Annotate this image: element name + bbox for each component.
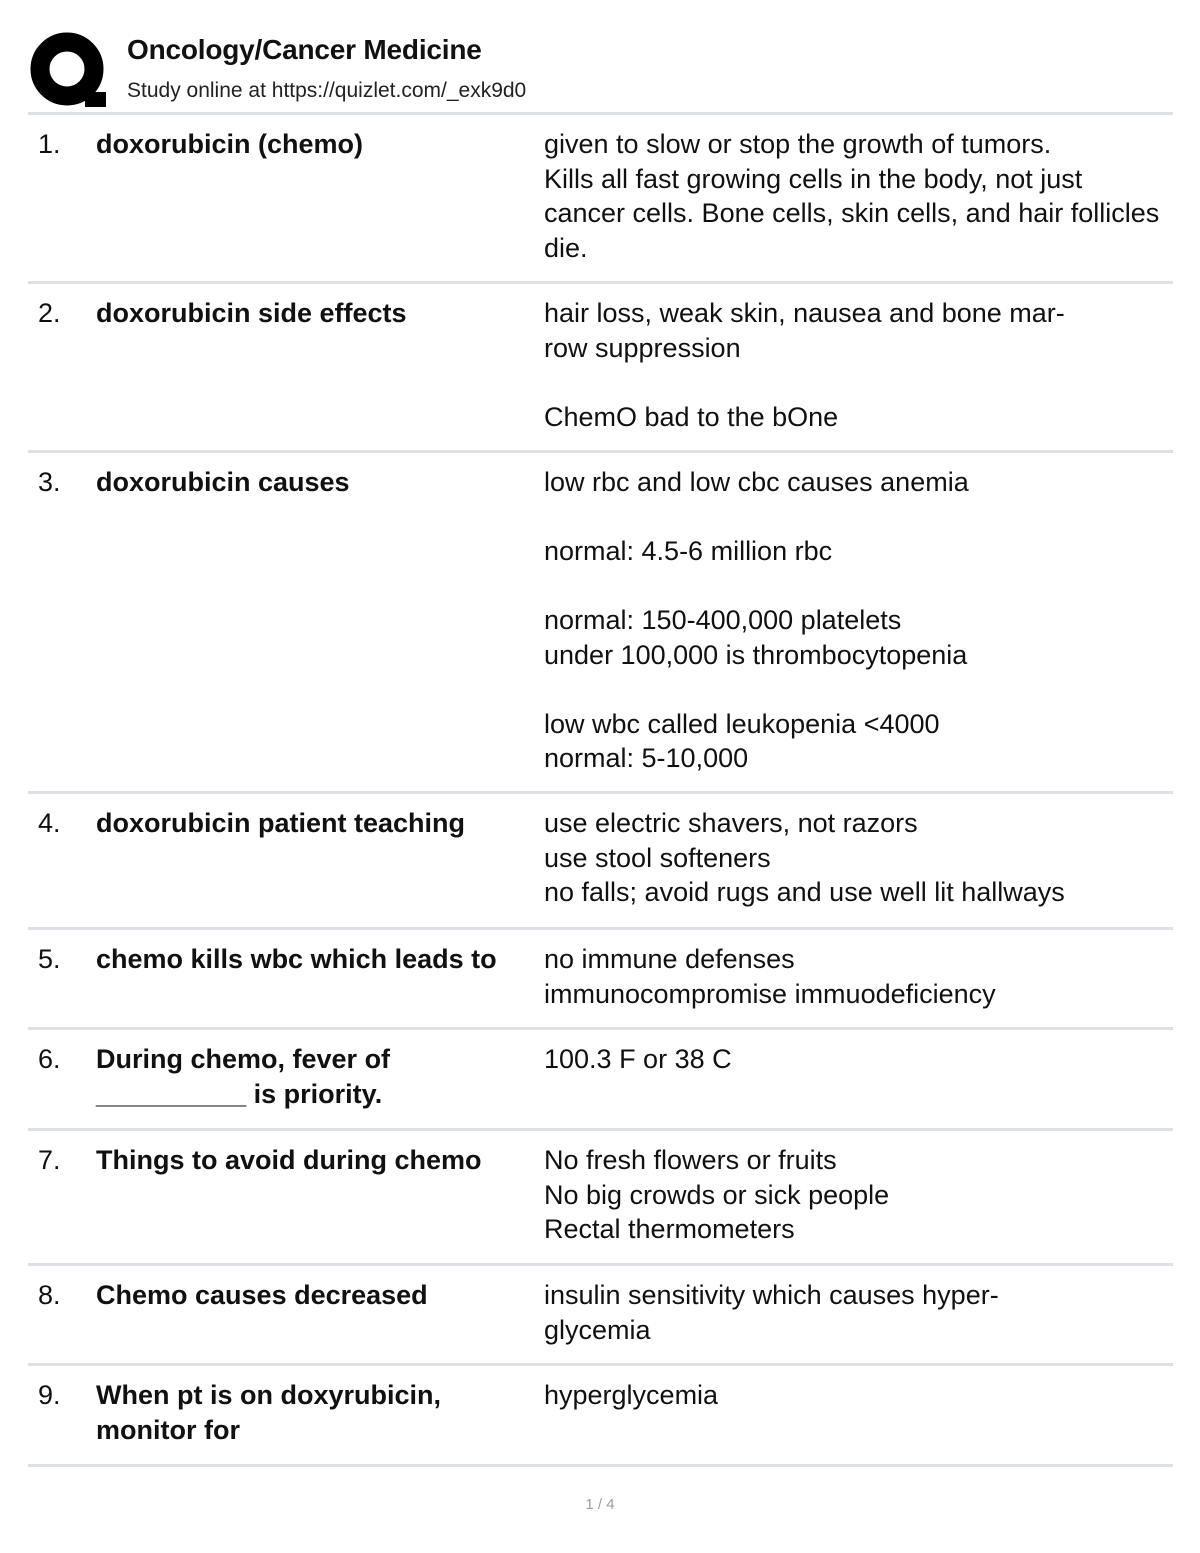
card-number: 8. — [38, 1280, 61, 1310]
card-term: During chemo, fever of __________ is priority. — [96, 1044, 391, 1109]
page-number: 1 / 4 — [585, 1496, 615, 1513]
card-term: doxorubicin (chemo) — [96, 129, 364, 159]
card-number: 3. — [38, 467, 61, 497]
study-link[interactable]: Study online at https://quizlet.com/_exk9d0 — [127, 79, 527, 102]
card-term: When pt is on doxyrubicin, monitor for — [96, 1380, 442, 1445]
flashcard-row — [28, 1131, 1173, 1266]
flashcard-row — [28, 1030, 1173, 1131]
flashcard-row — [28, 794, 1173, 930]
card-term: Things to avoid during chemo — [96, 1145, 482, 1175]
card-number: 6. — [38, 1044, 61, 1074]
card-number: 9. — [38, 1380, 61, 1410]
flashcard-row — [28, 453, 1173, 794]
flashcard-row — [28, 1266, 1173, 1366]
card-term: doxorubicin side effects — [96, 298, 407, 328]
flashcard-row — [28, 115, 1173, 284]
card-definition: no immune defenses immunocompromise immuodeficiency — [544, 944, 996, 1009]
flashcard-row — [28, 284, 1173, 453]
card-term: doxorubicin patient teaching — [96, 808, 466, 838]
card-number: 4. — [38, 808, 61, 838]
card-number: 5. — [38, 944, 61, 974]
card-term: doxorubicin causes — [96, 467, 350, 497]
card-definition: No fresh flowers or fruits No big crowds or sick people Rectal thermometers — [544, 1145, 890, 1244]
card-definition: insulin sensitivity which causes hyper- glycemia — [544, 1280, 999, 1345]
document-title: Oncology/Cancer Medicine — [127, 34, 482, 65]
card-number: 1. — [38, 129, 61, 159]
card-term: Chemo causes decreased — [96, 1280, 428, 1310]
card-definition: given to slow or stop the growth of tumors. Kills all fast growing cells in the body, not just cancer cells. Bone cells, skin cells, and hair follicles die. — [544, 129, 1160, 263]
card-definition: low rbc and low cbc causes anemia normal: 4.5-6 million rbc normal: 150-400,000 platelets under 100,000 is thrombocytopenia low wbc called leukopenia <4000 normal: 5-10,000 — [544, 467, 969, 773]
card-definition: use electric shavers, not razors use stool softeners no falls; avoid rugs and use well lit hallways — [544, 808, 1065, 907]
quizlet-logo-icon — [30, 32, 108, 110]
document-header — [30, 28, 1172, 112]
flashcard-row — [28, 1366, 1173, 1467]
card-definition: 100.3 F or 38 C — [544, 1044, 732, 1074]
card-term: chemo kills wbc which leads to — [96, 944, 497, 974]
flashcard-row — [28, 930, 1173, 1030]
card-number: 7. — [38, 1145, 61, 1175]
card-definition: hair loss, weak skin, nausea and bone mar- row suppression ChemO bad to the bOne — [544, 298, 1065, 432]
card-definition: hyperglycemia — [544, 1380, 719, 1410]
card-number: 2. — [38, 298, 61, 328]
